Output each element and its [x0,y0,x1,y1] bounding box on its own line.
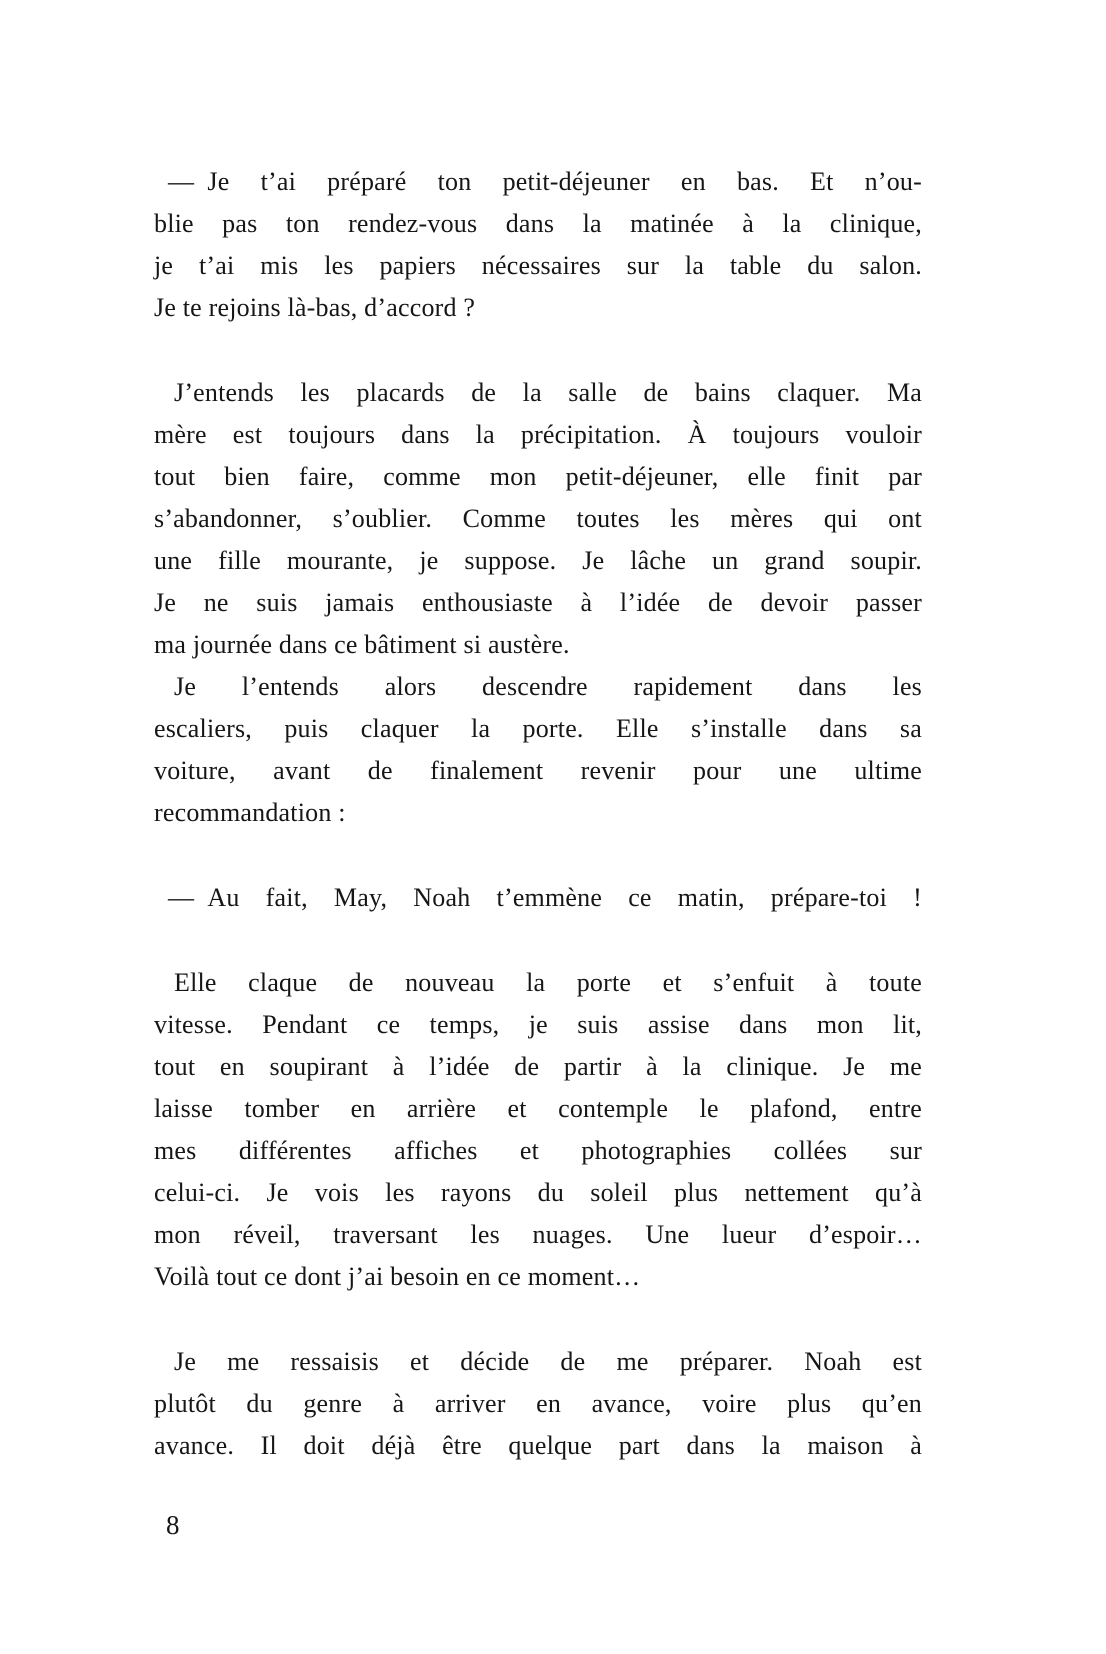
text-line: blie pas ton rendez-vous dans la matinée à la clinique, [154,209,922,238]
text-line: celui-ci. Je vois les rayons du soleil plus nettement qu’à [154,1178,922,1207]
text-line: avance. Il doit déjà être quelque part dans la maison à [154,1431,922,1460]
text-line: recommandation : [154,798,346,827]
text-line: vitesse. Pendant ce temps, je suis assise dans mon lit, [154,1010,922,1039]
text-line: tout en soupirant à l’idée de partir à la clinique. Je me [154,1052,922,1081]
text-line: — Je t’ai préparé ton petit-déjeuner en bas. Et n’ou- [168,167,922,196]
paragraph [154,161,922,329]
page-text [154,161,922,1467]
paragraph [154,1341,922,1467]
paragraph [154,372,922,666]
text-line: s’abandonner, s’oublier. Comme toutes les mères qui ont [154,504,922,533]
paragraph [154,962,922,1298]
text-line: tout bien faire, comme mon petit-déjeuner, elle finit par [154,462,922,491]
text-line: Je l’entends alors descendre rapidement dans les [174,672,922,701]
paragraph [154,666,922,834]
text-line: voiture, avant de finalement revenir pour une ultime [154,756,922,785]
text-line: Je me ressaisis et décide de me préparer. Noah est [174,1347,922,1376]
text-line: une fille mourante, je suppose. Je lâche un grand soupir. [154,546,922,575]
text-line: escaliers, puis claquer la porte. Elle s’installe dans sa [154,714,922,743]
page-number: 8 [166,1510,180,1540]
text-line: mère est toujours dans la précipitation. À toujours vouloir [154,420,922,449]
text-line: Je te rejoins là-bas, d’accord ? [154,293,476,322]
text-line: mon réveil, traversant les nuages. Une lueur d’espoir… [154,1220,922,1249]
text-line: Je ne suis jamais enthousiaste à l’idée de devoir passer [154,588,922,617]
text-line: plutôt du genre à arriver en avance, voire plus qu’en [154,1389,922,1418]
text-line: J’entends les placards de la salle de bains claquer. Ma [174,378,922,407]
text-line: — Au fait, May, Noah t’emmène ce matin, prépare-toi ! [168,883,922,912]
text-line: ma journée dans ce bâtiment si austère. [154,630,570,659]
paragraph [154,877,922,919]
text-line: Voilà tout ce dont j’ai besoin en ce moment… [154,1262,641,1291]
text-line: mes différentes affiches et photographies collées sur [154,1136,922,1165]
text-line: laisse tomber en arrière et contemple le plafond, entre [154,1094,922,1123]
text-line: Elle claque de nouveau la porte et s’enfuit à toute [174,968,922,997]
text-line: je t’ai mis les papiers nécessaires sur la table du salon. [154,251,922,280]
